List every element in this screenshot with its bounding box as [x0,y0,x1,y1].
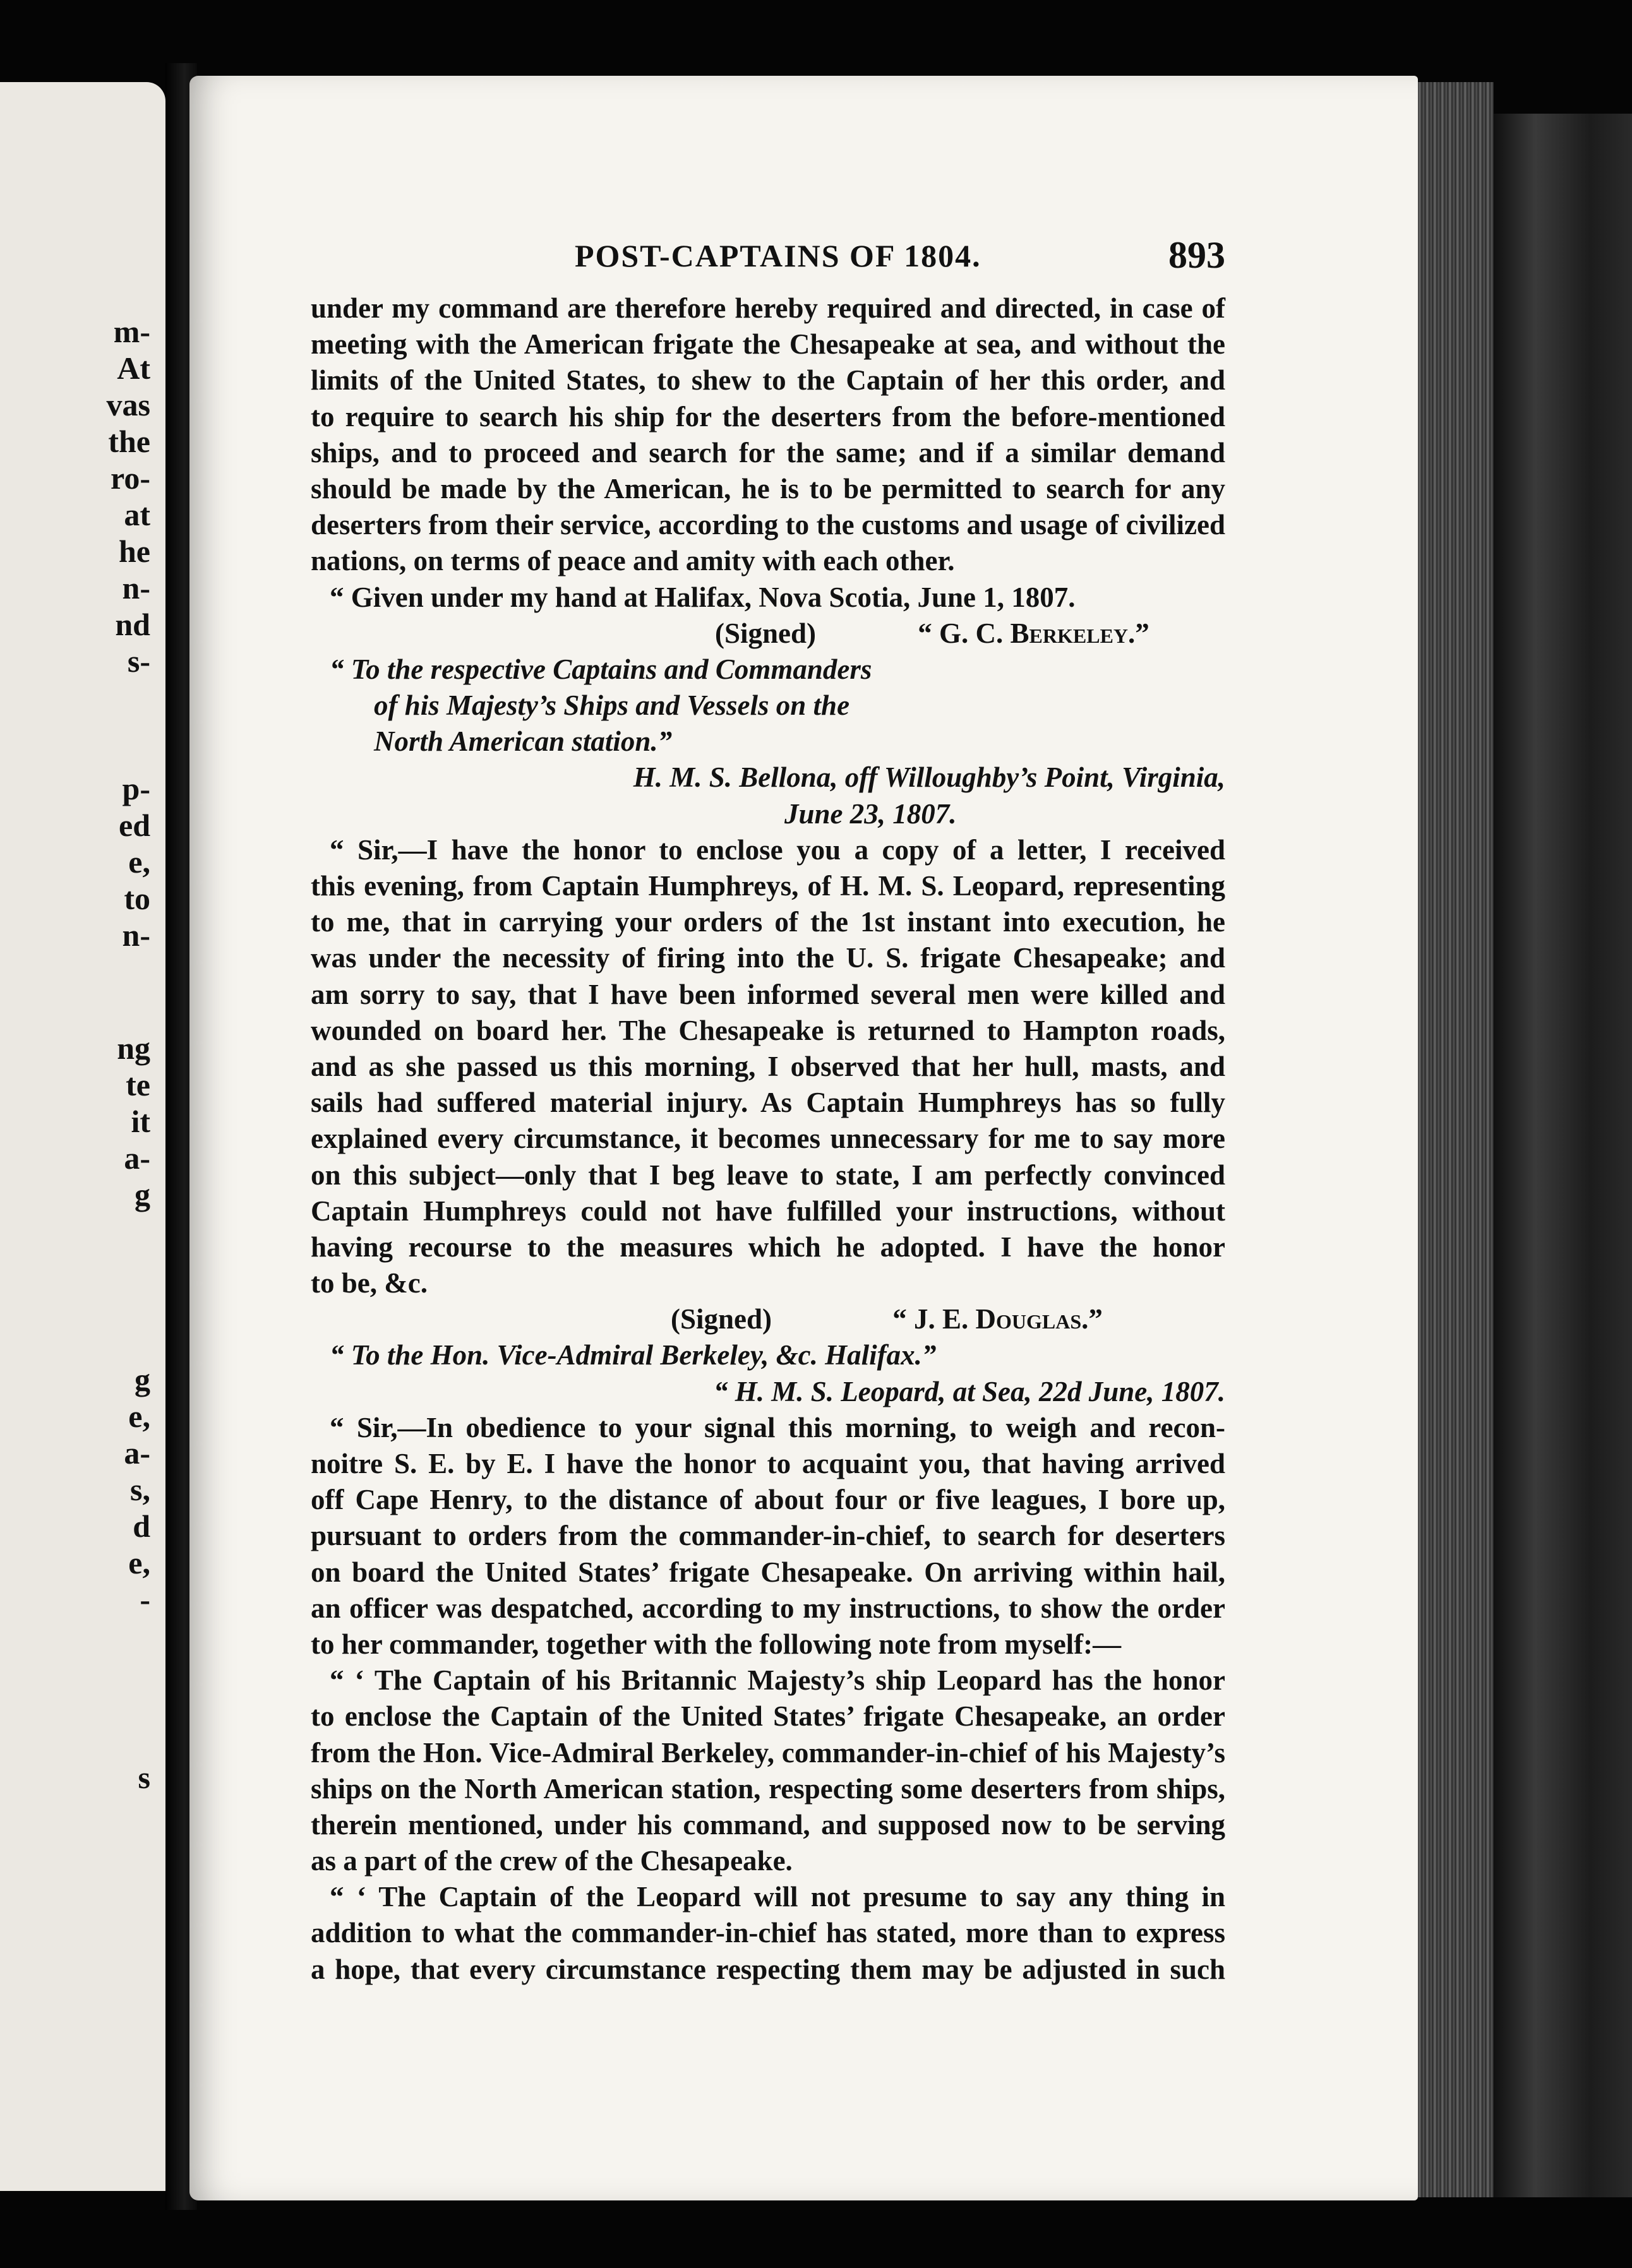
book-side [1494,114,1632,2197]
text-line: nations, on terms of peace and amity with each other. [311,545,955,577]
text-line: as a part of the crew of the Chesapeake. [311,1845,793,1877]
dateline: June 23, 1807. [784,797,957,830]
text-line: to be, &c. [311,1267,428,1299]
left-page-word: s [138,1760,150,1795]
text-line: on this subject—only that I beg leave to state, I am perfectly convinced [311,1159,1225,1191]
signatory-name: “ J. E. Douglas.” [892,1303,1103,1335]
text-line: addition to what the commander-in-chief has stated, more than to express [311,1917,1225,1949]
left-page-word: vas [106,387,150,422]
left-page-word: ng [117,1030,150,1066]
left-page-word: g [135,1362,150,1397]
page-number: 893 [1168,234,1225,276]
left-page-word: the [108,424,150,459]
left-page-word: g [135,1177,150,1212]
text-line: therein mentioned, under his command, and supposed now to be serving [311,1808,1225,1841]
text-line: to her commander, together with the following note from myself:— [311,1628,1122,1660]
text-line: ships on the North American station, respecting some deserters from ships, [311,1772,1225,1805]
text-line: having recourse to the measures which he adopted. I have the honor [311,1231,1225,1263]
signed-label: (Signed) [671,1303,772,1335]
left-page-word: n- [122,570,150,606]
left-page-word: s- [127,643,150,679]
left-page-word: e, [128,1545,150,1580]
text-line: meeting with the American frigate the Chesapeake at sea, and without the [311,328,1225,361]
address-line: “ To the Hon. Vice-Admiral Berkeley, &c. Halifax.” [330,1339,937,1371]
text-line: should be made by the American, he is to be permitted to search for any [311,472,1225,504]
left-page-word: d [133,1508,150,1544]
text-line: on board the United States’ frigate Chesapeake. On arriving within hail, [311,1556,1225,1588]
text-line: “ ‘ The Captain of his Britannic Majesty’s ship Leopard has the honor [330,1664,1225,1697]
text-line: off Cape Henry, to the distance of about four or five leagues, I bore up, [311,1484,1225,1516]
text-line: explained every circumstance, it becomes unnecessary for me to say more [311,1123,1225,1155]
signatory-name: “ G. C. Berkeley.” [918,617,1149,649]
text-line: noitre S. E. by E. I have the honor to acquaint you, that having arrived [311,1448,1225,1479]
text-line: “ Sir,—In obedience to your signal this morning, to weigh and recon- [330,1411,1225,1443]
left-page-word: m- [113,314,150,349]
left-page-word: ro- [111,460,150,496]
left-page-word: ed [119,808,150,843]
text-line: deserters from their service, according to the customs and usage of civilized [311,509,1225,541]
text-line: limits of the United States, to shew to the Captain of her this order, and [311,364,1225,397]
text-line: “ Sir,—I have the honor to enclose you a copy of a letter, I received [330,833,1225,866]
left-page-word: e, [128,1399,150,1434]
left-page-word: n- [122,917,150,953]
text-line: a hope, that every circumstance respecting them may be adjusted in such [311,1953,1225,1985]
left-page-fragment [0,82,165,2191]
left-page-word: e, [128,844,150,880]
page-edges [1418,82,1494,2197]
left-page-word: he [119,534,150,569]
dateline: “ H. M. S. Leopard, at Sea, 22d June, 1807. [713,1375,1225,1407]
text-line: and as she passed us this morning, I observed that her hull, masts, and [311,1050,1225,1082]
left-page-word: At [117,350,150,386]
text-line: from the Hon. Vice-Admiral Berkeley, commander-in-chief of his Majesty’s [311,1736,1225,1769]
text-line: was under the necessity of firing into the U. S. frigate Chesapeake; and [311,942,1225,974]
text-line: am sorry to say, that I have been informed several men were killed and [311,978,1225,1010]
text-line: “ ‘ The Captain of the Leopard will not presume to say any thing in [330,1881,1225,1913]
left-page-word: a- [124,1140,150,1176]
address-line: “ To the respective Captains and Commanders [330,653,872,685]
text-line: this evening, from Captain Humphreys, of H. M. S. Leopard, representing [311,870,1225,902]
text-line: ships, and to proceed and search for the same; and if a similar demand [311,436,1225,469]
text-line: to me, that in carrying your orders of the 1st instant into execution, he [311,906,1225,938]
dateline: H. M. S. Bellona, off Willoughby’s Point, Virginia, [633,761,1225,794]
body-text [311,290,1225,1988]
address-line: North American station.” [374,725,673,758]
signature-line [311,1301,1225,1337]
signature-line [311,616,1225,652]
left-page-word: te [126,1067,150,1102]
left-page-word: p- [122,771,150,806]
left-page-word: - [140,1582,150,1617]
running-title: POST-CAPTAINS OF 1804. [575,238,981,273]
text-line: an officer was despatched, according to my instructions, to show the order [311,1592,1225,1624]
left-page-word: at [124,497,150,532]
text-line: wounded on board her. The Chesapeake is returned to Hampton roads, [311,1014,1225,1046]
left-page-word: a- [124,1435,150,1471]
text-line: Captain Humphreys could not have fulfilled your instructions, without [311,1195,1225,1227]
left-page-word: it [131,1104,150,1139]
text-line: to enclose the Captain of the United States’ frigate Chesapeake, an order [311,1700,1225,1733]
text-line: sails had suffered material injury. As Captain Humphreys has so fully [311,1087,1225,1119]
left-page-word: to [124,881,150,916]
text-line: “ Given under my hand at Halifax, Nova Scotia, June 1, 1807. [330,581,1076,613]
text-line: to require to search his ship for the deserters from the before-mentioned [311,400,1225,433]
address-line: of his Majesty’s Ships and Vessels on the [374,689,850,722]
text-line: pursuant to orders from the commander-in-chief, to search for deserters [311,1520,1225,1552]
left-page-word: nd [115,607,150,642]
signed-label: (Signed) [715,617,817,649]
text-line: under my command are therefore hereby required and directed, in case of [311,292,1225,324]
left-page-word: s, [130,1472,150,1507]
running-header [316,234,1225,284]
